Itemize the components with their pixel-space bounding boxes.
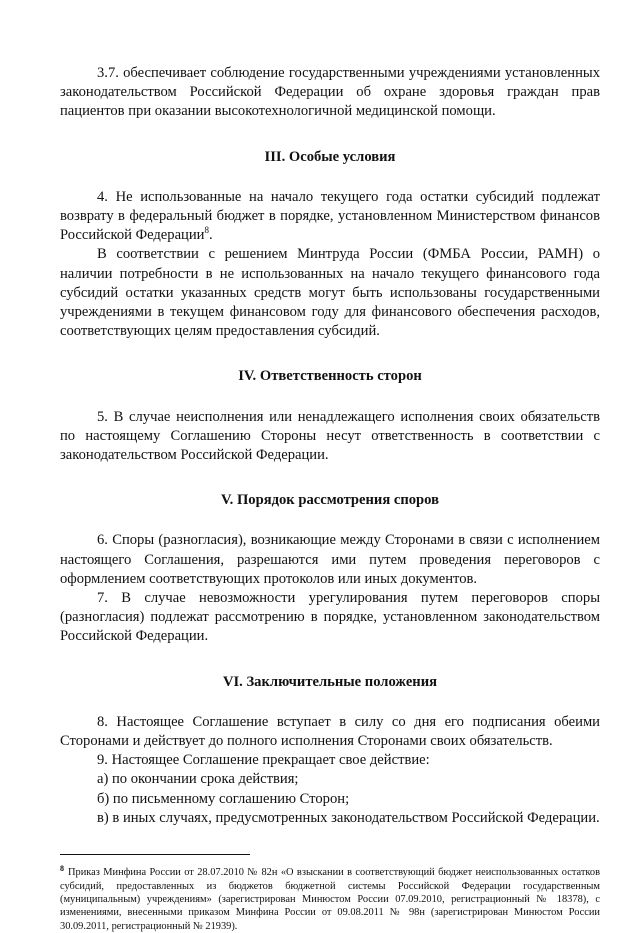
paragraph-4-continued: В соответствии с решением Минтруда России (ФМБА России, РАМН) о наличии потребности в не использованных на начало текущего финансового года субсидий остатки указанных средств могут быть использованы государственными учреждениями в текущем финансовом году для финансового обеспечения расходов, соответствующих целям предоставления субсидий. [60, 246, 600, 340]
list-item-c: в) в иных случаях, предусмотренных законодательством Российской Федерации. [97, 809, 600, 826]
list-item-b: б) по письменному соглашению Сторон; [97, 790, 350, 807]
paragraph-4-end: . [209, 227, 213, 244]
section-heading-vi: VI. Заключительные положения [222, 673, 438, 690]
paragraph-9: 9. Настоящее Соглашение прекращает свое действие: [97, 752, 430, 769]
section-heading-iii: III. Особые условия [264, 148, 396, 165]
paragraph-7: 7. В случае невозможности урегулирования путем переговоров споры (разногласия) подлежат рассмотрению в порядке, установленном законодательством Российской Федерации. [60, 590, 600, 645]
paragraph-6: 6. Споры (разногласия), возникающие между Сторонами в связи с исполнением настоящего Соглашения, разрешаются ими путем проведения переговоров с оформлением соответствующих протоколов или иных документов. [60, 532, 600, 587]
footnote-text: Приказ Минфина России от 28.07.2010 № 82н «О взыскании в соответствующий бюджет неиспользованных остатков субсидий, предоставленных из бюджетов бюджетной системы Российской Федерации государственным (муниципальным) учреждениям» (зарегистрирован Минюстом России 07.09.2010, регистрационный № 18378), с изменениями, внесенными приказом Минфина России от 09.08.2011 № 98н (зарегистрирован Минюстом России 30.09.2011, регистрационный № 21939). [60, 867, 600, 932]
paragraph-3-7: 3.7. обеспечивает соблюдение государственными учреждениями установленных законодательством Российской Федерации об охране здоровья граждан прав пациентов при оказании высокотехнологичной медицинской помощи. [60, 65, 600, 120]
section-heading-iv: IV. Ответственность сторон [238, 368, 422, 385]
list-item-a: а) по окончании срока действия; [97, 771, 299, 788]
footnote-reference-8: 8 [204, 225, 209, 236]
section-heading-v: V. Порядок рассмотрения споров [221, 492, 439, 509]
footnote-marker: 8 [60, 863, 64, 873]
footnote-separator [60, 854, 250, 855]
paragraph-5: 5. В случае неисполнения или ненадлежащего исполнения своих обязательств по настоящему Соглашению Стороны несут ответственность в соответствии с законодательством Российской Федерации. [60, 408, 600, 464]
footnote-8 [60, 863, 600, 933]
paragraph-8: 8. Настоящее Соглашение вступает в силу со дня его подписания обеими Сторонами и действует до полного исполнения Сторонами своих обязательств. [60, 713, 600, 750]
paragraph-4 [60, 188, 600, 246]
paragraph-4-text: 4. Не использованные на начало текущего года остатки субсидий подлежат возврату в федеральный бюджет в порядке, установленном Министерством финансов Российской Федерации [60, 188, 600, 244]
